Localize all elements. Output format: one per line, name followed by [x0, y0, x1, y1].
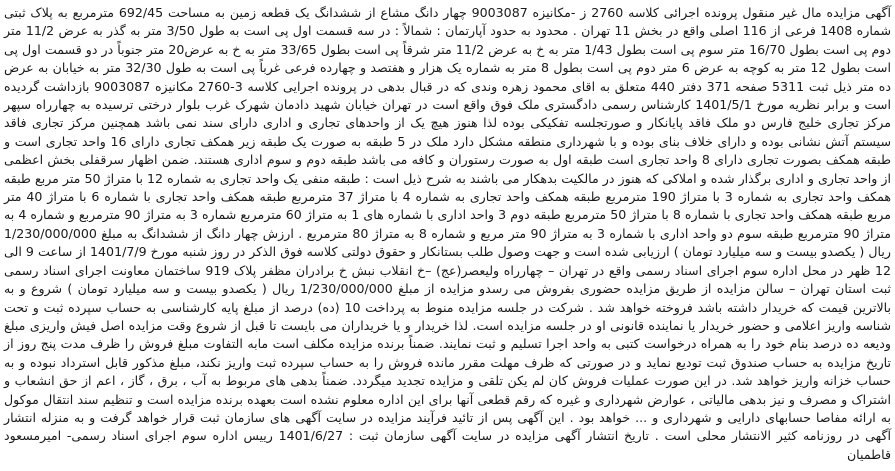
auction-notice-text: آگهی مزایده مال غیر منقول پرونده اجرائی کلاسه 2760 ز -مکانیزه 9003087 چهار دانگ مشاع از ششدانگ یک قطعه زمین به مساحت 692/45 مترمربع به پلاک ثبتی شماره 1408 فرعی از 116 اصلی واقع در بخش 11 تهران . محدود به حدود آپارتمان : شمالاً : در سه قسمت اول پی است به طول 3/50 متر به گذر به عرض 11/2 متر دوم پی است بطول 16/70 متر سوم پی است بطول 1/43 متر به خ به عرض 11/2 متر شرقاً پی است بطول 33/65 متر به خ به عرض20 متر جنوباً در دو قسمت اول پی است بطول 12 متر به کوچه به عرض 6 متر دوم پی است بطول 8 متر به شماره یک هزار و هفتصد و چهارده فرعی غرباً پی است به طول 32/30 متر به خیابان به عرض ده متر ذیل ثبت 5311 صفحه 371 دفتر 440 متعلق به اقای محمود زهره وندی که در قبال بدهی در پرونده اجرایی کلاسه 3-2760 مکانیزه 9003087 بازداشت گردیده است و برابر نظریه مورخ 1401/5/1 کارشناس رسمی دادگستری ملک فوق واقع است در تهران خیابان شهید دادمان شهرک غرب بلوار درختی ترسیده به چهارراه سپهر مرکز تجاری خلیج فارس دو ملک فاقد پایانکار و صورتجلسه تفکیکی بوده لذا هنوز هیچ یک از واحدهای تجاری و اداری دارای سند نمی باشد همچنین مرکز تجاری فاقد سیستم آتش نشانی بوده و دارای خلاف بنای بوده و با شهرداری منطقه مشکل دارد ملک در 5 طبقه به صورت یک طبقه زیر همکف تجاری دارای 16 واحد تجاری است و طبقه همکف بصورت تجاری دارای 8 واحد تجاری است طبقه اول به صورت رستوران و کافه می باشد طبقه دوم و سوم اداری هستند. ضمن اظهار سرقفلی بخش اعظمی از واحد تجاری و اداری برگذار شده و املاکی که هنوز در مالکیت بدهکار می باشند به شرح ذیل است : طبقه منفی یک واحد تجاری به شماره 12 با متراژ 50 متر مربع طبقه همکف واحد تجاری به شماره 3 با متراژ 190 مترمربع طبقه همکف واحد تجاری به شماره 4 با متراژ 37 مترمربع طبقه همکف واحد تجاری با شماره 6 با متراژ 40 متر مربع طبقه همکف واحد تجاری با شماره 8 با متراژ 50 مترمربع طبقه دوم 3 واحد اداری با شماره های 1 به متراژ 60 مترمربع شماره 3 به متراژ 90 مترمربع و شماره 4 به متراژ 90 مترمربع طبقه سوم دو واحد اداری با شماره 3 به متراژ 90 متر مربع و شماره 8 به متراژ 80 مترمربع . ارزش چهار دانگ از ششدانگ به مبلغ 1/230/000/000 ریال ( یکصدو بیست و سه میلیارد تومان ) ارزیابی شده است و جهت وصول طلب بستانکار و حقوق دولتی کلاسه فوق الذکر در روز شنبه مورخ 1401/7/9 از ساعت 9 الی 12 ظهر در محل اداره سوم اجرای اسناد رسمی واقع در تهران – چهارراه ولیعصر(عج) –خ انقلاب نبش خ برادران مظفر پلاک 919 ساختمان معاونت اجرای اسناد رسمی ثبت استان تهران – سالن مزایده از طریق مزایده حضوری بفروش می رسدو مزایده از مبلغ 1/230/000/000 ریال ( یکصدو بیست و سه میلیارد تومان ) شروع و به بالاترین قیمت که خریدار داشته باشد فروخته خواهد شد . شرکت در جلسه مزایده منوط به پرداخت 10 (ده) درصد از مبلغ پایه کارشناسی به حساب سپرده ثبت و تحت شناسه واریز اعلامی و حضور خریدار یا نماینده قانونی او در جلسه مزایده است. لذا خریدار و یا خریداران می بایست تا قبل از شروع وقت مزایده اصل فیش واریزی مبلغ ودیعه ده درصد بنام خود را به همراه درخواست کتبی به واحد اجرا تسلیم و ثبت نمایند. ضمناً برنده مزایده مکلف است مابه التفاوت مبلغ فروش را ظرف مدت پنج روز از تاریخ مزایده به حساب صندوق ثبت تودیع نماید و در صورتی که ظرف مهلت مقرر مانده فروش را به حساب سپرده ثبت واریز نکند، مبلغ مذکور قابل استرداد نبوده و به حساب خزانه واریز خواهد شد. در این صورت عملیات فروش کان لم یکن تلقی و مزایده تجدید میگردد. ضمناً بدهی های مربوط به آب ، برق ، گاز ، اعم از حق انشعاب و اشتراک و مصرف و نیز بدهی مالیاتی ، عوارض شهرداری و غیره که رقم قطعی آنها برای این اداره معلوم نشده است بعهده برنده مزایده است و تنظیم سند انتقال موکول به ارائه مفاصا حسابهای دارایی و شهرداری و ... خواهد بود . این آگهی پس از تائید فرآیند مزایده در سایت آگهی های سازمان ثبت قرار خواهد گرفت و به منزله انتشار آگهی در روزنامه کثیر الانتشار محلی است . تاریخ انتشار آگهی مزایده در سایت آگهی سازمان ثبت : 1401/6/27 رییس اداره سوم اجرای اسناد رسمی- امیرمسعود قاطمیان [4, 5, 892, 462]
